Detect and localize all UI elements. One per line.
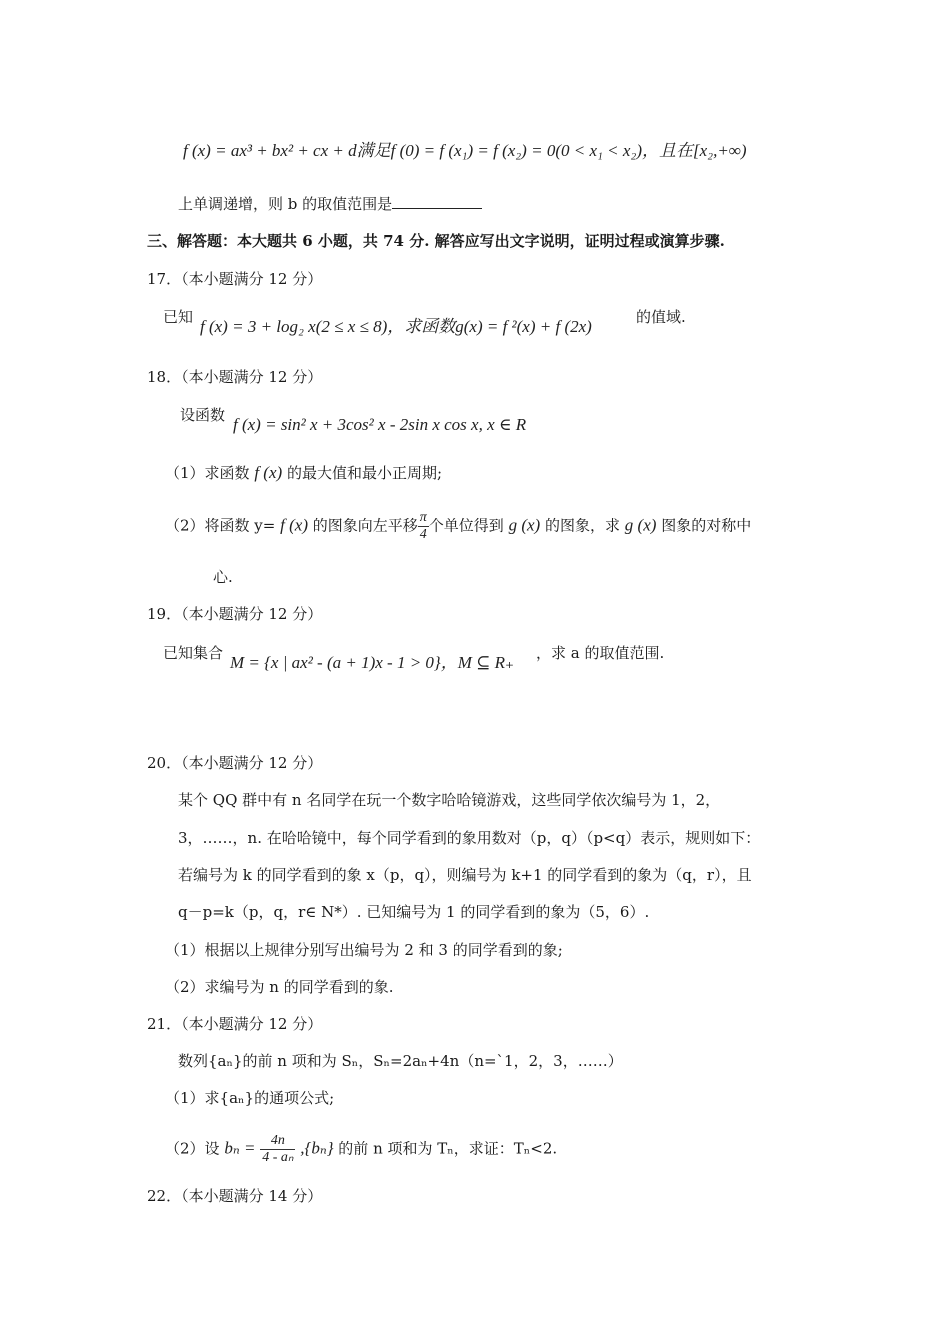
pi-over-4-fraction <box>418 510 429 543</box>
q20-line-2: 3，……，n. 在哈哈镜中，每个同学看到的象用数对（p，q）（p<q）表示，规则如下： <box>178 829 761 847</box>
fraction-denominator: 4 <box>419 527 427 542</box>
q18-part2-text-b: 的图象向左平移 <box>312 516 418 535</box>
q21-part2-text-a: （2）设 <box>165 1139 220 1158</box>
q18-part2-text-a: （2）将函数 y= <box>165 516 276 535</box>
q21-b-n-set: ,{bₙ} <box>300 1138 334 1158</box>
fraction-numerator: π <box>419 510 427 525</box>
q22-header: 22．（本小题满分 14 分） <box>147 1187 323 1205</box>
q18-part2-text-e: 图象的对称中 <box>661 516 752 535</box>
q17-suffix: 的值域. <box>636 308 686 326</box>
q18-part2-text-d: 的图象，求 <box>545 516 621 535</box>
q16-continuation-text: 上单调递增，则 b 的取值范围是 <box>178 195 393 213</box>
q20-line-3: 若编号为 k 的同学看到的象 x（p，q），则编号为 k+1 的同学看到的象为（q，r），且 <box>178 866 752 884</box>
fraction-denominator: 4 - aₙ <box>262 1150 294 1165</box>
q18-part2-continuation: 心. <box>213 568 233 586</box>
q21-part1: （1）求{aₙ}的通项公式; <box>165 1089 335 1107</box>
q20-part2: （2）求编号为 n 的同学看到的象. <box>165 978 394 996</box>
q18-part1-text-b: 的最大值和最小正周期; <box>286 464 443 482</box>
q18-formula: f (x) = sin² x + 3cos² x - 2sin x cos x, x ∈ R <box>233 415 527 434</box>
q18-part2-text-c: 个单位得到 <box>428 516 504 535</box>
q20-line-1: 某个 QQ 群中有 n 名同学在玩一个数字哈哈镜游戏，这些同学依次编号为 1，2， <box>178 791 721 809</box>
q18-part1 <box>165 462 442 484</box>
q19-header: 19．（本小题满分 12 分） <box>147 605 323 623</box>
q20-header: 20．（本小题满分 12 分） <box>147 754 323 772</box>
q20-part1: （1）根据以上规律分别写出编号为 2 和 3 的同学看到的象; <box>165 941 563 959</box>
4n-over-4-minus-an-fraction <box>260 1133 295 1166</box>
q21-part2-text-d: 的前 n 项和为 Tₙ，求证：Tₙ<2. <box>338 1139 558 1158</box>
section-3-heading: 三、解答题：本大题共 6 小题，共 74 分. 解答应写出文字说明，证明过程或演算步骤. <box>147 232 725 250</box>
q18-part2-g1: g (x) <box>508 515 541 535</box>
q18-part2 <box>165 510 751 543</box>
q17-prefix: 已知 <box>163 308 194 326</box>
q18-part2-f: f (x) <box>280 515 308 535</box>
q19-suffix: ，求 a 的取值范围. <box>536 644 665 662</box>
q20-line-4: q－p=k（p，q，r∈ N*）. 已知编号为 1 的同学看到的象为（5，6）. <box>178 903 650 921</box>
q21-part2 <box>165 1133 557 1166</box>
q21-intro: 数列{aₙ}的前 n 项和为 Sₙ，Sₙ=2aₙ+4n（n=`1，2，3，……） <box>178 1052 623 1070</box>
q17-formula: f (x) = 3 + log₂ x(2 ≤ x ≤ 8)，求函数g(x) = f ²(x) + f (2x) <box>200 317 592 336</box>
q18-part1-text-a: （1）求函数 <box>165 464 250 482</box>
q18-header: 18．（本小题满分 12 分） <box>147 368 323 386</box>
fraction-numerator: 4n <box>260 1133 295 1150</box>
q16-formula: f (x) = ax³ + bx² + cx + d满足f (0) = f (x₁) = f (x₂) = 0(0 < x₁ < x₂)，且在[x₂,+∞) <box>183 141 747 160</box>
q19-prefix: 已知集合 <box>163 644 224 662</box>
q18-part1-f: f (x) <box>254 463 283 482</box>
answer-blank <box>392 192 482 209</box>
q21-header: 21．（本小题满分 12 分） <box>147 1015 323 1033</box>
q16-continuation <box>178 192 482 215</box>
q18-part2-g2: g (x) <box>624 515 657 535</box>
q18-prefix: 设函数 <box>180 406 226 424</box>
q17-header: 17．（本小题满分 12 分） <box>147 270 323 288</box>
q21-b-n: bₙ = <box>224 1138 256 1158</box>
q19-formula: M = {x | ax² - (a + 1)x - 1 > 0}，M ⊆ R₊ <box>230 653 514 672</box>
